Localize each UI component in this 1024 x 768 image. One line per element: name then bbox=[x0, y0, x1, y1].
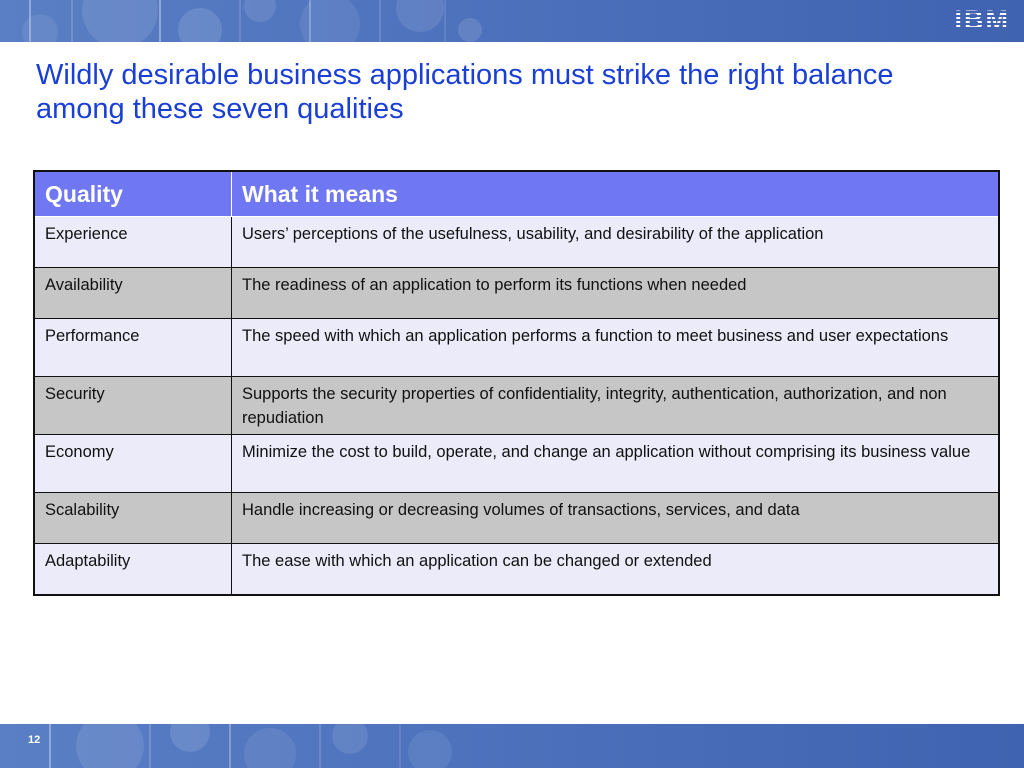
table-row bbox=[34, 377, 999, 435]
quality-cell: Experience bbox=[34, 217, 232, 268]
table-row bbox=[34, 217, 999, 268]
quality-cell: Availability bbox=[34, 268, 232, 319]
quality-cell: Security bbox=[34, 377, 232, 435]
table-row bbox=[34, 435, 999, 493]
column-header-quality: Quality bbox=[34, 171, 232, 217]
meaning-cell: Users’ perceptions of the usefulness, usability, and desirability of the application bbox=[232, 217, 1000, 268]
table-row bbox=[34, 319, 999, 377]
meaning-cell: Minimize the cost to build, operate, and change an application without comprising its business value bbox=[232, 435, 1000, 493]
meaning-cell: The speed with which an application performs a function to meet business and user expectations bbox=[232, 319, 1000, 377]
quality-cell: Economy bbox=[34, 435, 232, 493]
table-header-row bbox=[34, 171, 999, 217]
page-title: Wildly desirable business applications must strike the right balance among these seven qualities bbox=[36, 59, 894, 125]
meaning-cell: The ease with which an application can be changed or extended bbox=[232, 544, 1000, 596]
meaning-cell: Supports the security properties of confidentiality, integrity, authentication, authorization, and non repudiation bbox=[232, 377, 1000, 435]
ibm-logo: IBM bbox=[954, 5, 1010, 35]
header-banner bbox=[0, 0, 1024, 42]
banner-decoration bbox=[0, 0, 1024, 42]
qualities-table bbox=[33, 170, 1000, 596]
quality-cell: Adaptability bbox=[34, 544, 232, 596]
meaning-cell: Handle increasing or decreasing volumes of transactions, services, and data bbox=[232, 493, 1000, 544]
quality-cell: Performance bbox=[34, 319, 232, 377]
meaning-cell: The readiness of an application to perform its functions when needed bbox=[232, 268, 1000, 319]
column-header-meaning: What it means bbox=[232, 171, 1000, 217]
page-number: 12 bbox=[28, 734, 41, 746]
footer-banner bbox=[0, 724, 1024, 768]
table-row bbox=[34, 544, 999, 596]
quality-cell: Scalability bbox=[34, 493, 232, 544]
table-row bbox=[34, 268, 999, 319]
table-row bbox=[34, 493, 999, 544]
footer-decoration bbox=[0, 724, 1024, 768]
